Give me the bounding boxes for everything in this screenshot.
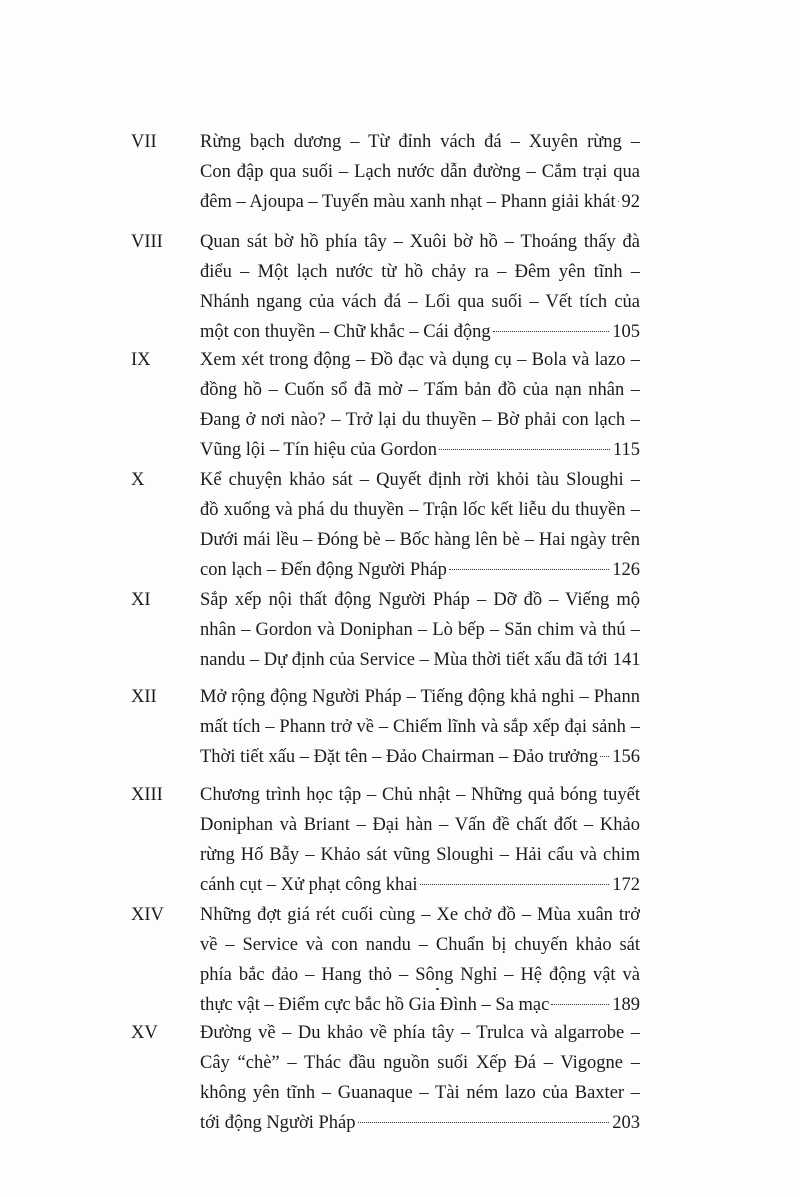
summary-last-line	[200, 645, 640, 675]
dot-leader	[420, 883, 610, 885]
chapter-numeral: XIV	[131, 905, 164, 925]
summary-line: Nhánh ngang của vách đá – Lối qua suối – Vết tích của	[200, 292, 640, 312]
summary-last-line	[200, 187, 640, 217]
chapter-summary	[200, 227, 640, 347]
summary-line: đồng hồ – Cuốn sổ đã mờ – Tấm bản đồ của nạn nhân –	[200, 380, 640, 400]
dot-leader	[600, 755, 609, 757]
chapter-numeral: XII	[131, 687, 157, 707]
summary-line: Thời tiết xấu – Đặt tên – Đảo Chairman – Đảo trưởng	[200, 747, 598, 767]
chapter-summary	[200, 780, 640, 900]
chapter-numeral: IX	[131, 350, 151, 370]
summary-last-line	[200, 435, 640, 465]
summary-last-line	[200, 870, 640, 900]
chapter-summary	[200, 1018, 640, 1138]
summary-line: đồ xuống và phá du thuyền – Trận lốc kết liễu du thuyền –	[200, 500, 640, 520]
chapter-summary	[200, 127, 640, 217]
summary-line: Vũng lội – Tín hiệu của Gordon	[200, 440, 438, 460]
page-number: 105	[612, 322, 640, 342]
page-number: 141	[612, 650, 641, 670]
summary-line: Đang ở nơi nào? – Trở lại du thuyền – Bờ phải con lạch –	[200, 410, 640, 430]
summary-line: Những đợt giá rét cuối cùng – Xe chở đồ – Mùa xuân trở	[200, 905, 640, 925]
summary-line: Xem xét trong động – Đồ đạc và dụng cụ – Bola và lazo –	[200, 350, 640, 370]
print-speck	[436, 988, 439, 990]
page-number: 203	[612, 1113, 640, 1133]
page-number: 172	[612, 875, 640, 895]
summary-line: không yên tĩnh – Guanaque – Tài ném lazo của Baxter –	[200, 1083, 640, 1103]
chapter-numeral: VII	[131, 132, 157, 152]
summary-line: con lạch – Đến động Người Pháp	[200, 560, 447, 580]
chapter-summary	[200, 682, 640, 772]
summary-line: Doniphan và Briant – Đại hàn – Vấn đề chất đốt – Khảo	[200, 815, 640, 835]
chapter-numeral: XI	[131, 590, 151, 610]
dot-leader	[358, 1121, 610, 1123]
summary-line: Rừng bạch dương – Từ đỉnh vách đá – Xuyên rừng –	[200, 132, 640, 152]
chapter-summary	[200, 345, 640, 465]
summary-line: phía bắc đảo – Hang thỏ – Sông Nghỉ – Hệ động vật và	[200, 965, 640, 985]
page-number: 115	[612, 440, 640, 460]
summary-last-line	[200, 1108, 640, 1138]
chapter-numeral: XV	[131, 1023, 158, 1043]
summary-last-line	[200, 317, 640, 347]
summary-line: về – Service và con nandu – Chuẩn bị chuyến khảo sát	[200, 935, 640, 955]
summary-line: Mở rộng động Người Pháp – Tiếng động khả nghi – Phann	[200, 687, 640, 707]
chapter-summary	[200, 900, 640, 1020]
summary-line: rừng Hố Bẫy – Khảo sát vũng Sloughi – Hải cẩu và chim	[200, 845, 640, 865]
summary-line: thực vật – Điểm cực bắc hồ Gia Đình – Sa mạc	[200, 995, 550, 1015]
summary-line: mất tích – Phann trở về – Chiếm lĩnh và sắp xếp đại sảnh –	[200, 717, 640, 737]
dot-leader	[493, 330, 610, 332]
chapter-numeral: VIII	[131, 232, 163, 252]
summary-line: một con thuyền – Chữ khắc – Cái động	[200, 322, 491, 342]
page-number: 126	[612, 560, 640, 580]
chapter-numeral: XIII	[131, 785, 163, 805]
summary-line: Con đập qua suối – Lạch nước dẫn đường – Cắm trại qua	[200, 162, 640, 182]
summary-line: Quan sát bờ hồ phía tây – Xuôi bờ hồ – Thoáng thấy đà	[200, 232, 640, 252]
summary-line: đêm – Ajoupa – Tuyến màu xanh nhạt – Phann giải khát	[200, 192, 616, 212]
chapter-summary	[200, 585, 640, 675]
page-number: 156	[612, 747, 640, 767]
summary-line: cánh cụt – Xử phạt công khai	[200, 875, 418, 895]
summary-line: Chương trình học tập – Chủ nhật – Những quả bóng tuyết	[200, 785, 640, 805]
chapter-numeral: X	[131, 470, 145, 490]
summary-line: Kể chuyện khảo sát – Quyết định rời khỏi tàu Sloughi –	[200, 470, 640, 490]
summary-line: tới động Người Pháp	[200, 1113, 356, 1133]
summary-line: nhân – Gordon và Doniphan – Lò bếp – Săn chim và thú –	[200, 620, 640, 640]
summary-last-line	[200, 990, 640, 1020]
dot-leader	[439, 448, 610, 450]
summary-line: Dưới mái lều – Đóng bè – Bốc hàng lên bè – Hai ngày trên	[200, 530, 640, 550]
summary-line: Đường về – Du khảo về phía tây – Trulca và algarrobe –	[200, 1023, 640, 1043]
summary-line: Sắp xếp nội thất động Người Pháp – Dỡ đồ – Viếng mộ	[200, 590, 640, 610]
summary-line: nandu – Dự định của Service – Mùa thời tiết xấu đã tới	[200, 650, 608, 670]
dot-leader	[618, 200, 619, 202]
chapter-summary	[200, 465, 640, 585]
summary-line: điểu – Một lạch nước từ hồ chảy ra – Đêm yên tĩnh –	[200, 262, 640, 282]
dot-leader	[551, 1003, 609, 1005]
page-number: 92	[621, 192, 640, 212]
summary-line: Cây “chè” – Thác đầu nguồn suối Xếp Đá – Vigogne –	[200, 1053, 640, 1073]
summary-last-line	[200, 742, 640, 772]
page-number: 189	[612, 995, 640, 1015]
dot-leader	[449, 568, 609, 570]
summary-last-line	[200, 555, 640, 585]
